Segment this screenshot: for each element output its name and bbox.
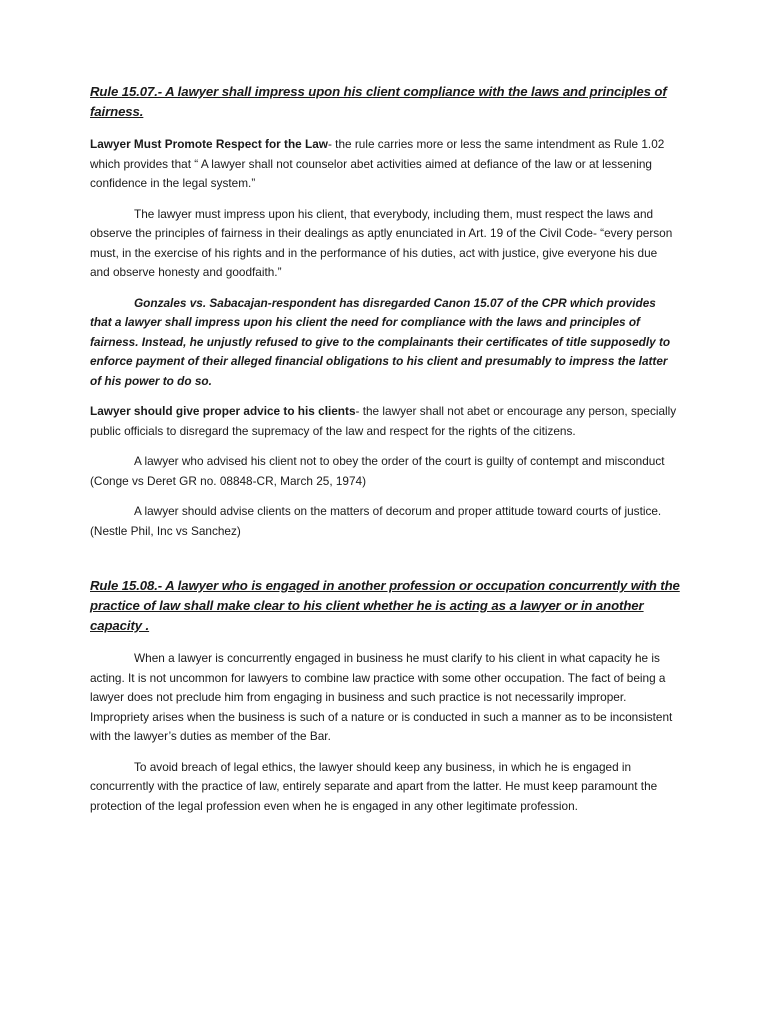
paragraph-concurrent-business: When a lawyer is concurrently engaged in business he must clarify to his client in what capacity he is acting. It is not uncommon for lawyers to combine law practice with some other occupation. The fact of being a lawyer does not preclude him from engaging in business and such practice is not necessarily improper. Impropriety arises when the business is such of a nature or is conducted in such a manner as to be inconsistent with the lawyer’s duties as member of the Bar. [90,651,673,743]
rule-15-07-heading: Rule 15.07.- A lawyer shall impress upon his client compliance with the laws and principles of fairness. [90,84,667,119]
paragraph-lead: Lawyer should give proper advice to his clients [90,404,356,418]
paragraph-gonzales-case: Gonzales vs. Sabacajan-respondent has disregarded Canon 15.07 of the CPR which provides that a lawyer shall impress upon his client the need for compliance with the laws and principles of fairness. Instead, he unjustly refused to give to the complainants their certificates of title supposedly to enforce payment of their alleged financial obligations to his client and presumably to impress the latter of his power to do so. [90,295,671,388]
paragraph-text: - the rule carries more or less the same intendment as Rule 1.02 which provides that “ A lawyer shall not counselor abet activities aimed at defiance of the law or at lessening confidence in the legal system.” [90,137,665,190]
paragraph-text: - the lawyer shall not abet or encourage any person, specially public officials to disregard the supremacy of the law and respect for the rights of the citizens. [90,404,677,438]
paragraph-proper-advice [90,402,680,441]
paragraph-promote-respect [90,135,680,194]
paragraph-avoid-breach: To avoid breach of legal ethics, the lawyer should keep any business, in which he is engaged in concurrently with the practice of law, entirely separate and apart from the latter. He must keep paramount the protection of the legal profession even when he is engaged in any other legitimate profession. [90,759,658,813]
paragraph-contempt: A lawyer who advised his client not to obey the order of the court is guilty of contempt and misconduct (Conge vs Deret GR no. 08848-CR, March 25, 1974) [90,454,665,488]
paragraph-impress-upon-client: The lawyer must impress upon his client, that everybody, including them, must respect the laws and observe the principles of fairness in their dealings as aptly enunciated in Art. 19 of the Civil Code- “every person must, in the exercise of his rights and in the performance of his duties, act with justice, give everyone his due and observe honesty and goodfaith.” [90,206,673,279]
paragraph-decorum: A lawyer should advise clients on the matters of decorum and proper attitude toward courts of justice.(Nestle Phil, Inc vs Sanchez) [90,504,662,538]
document-body [90,82,680,827]
section-spacer [90,552,680,576]
paragraph-lead: Lawyer Must Promote Respect for the Law [90,137,328,151]
rule-15-08-heading: Rule 15.08.- A lawyer who is engaged in another profession or occupation concurrently with the practice of law shall make clear to his client whether he is acting as a lawyer or in another capacity . [90,578,680,633]
